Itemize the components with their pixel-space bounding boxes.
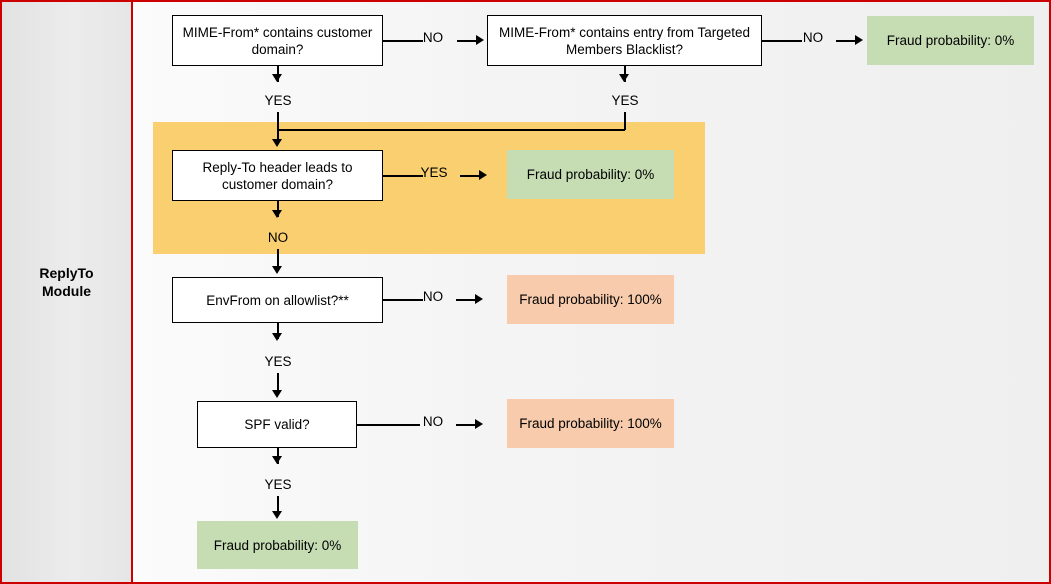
- node-blacklist-result-label: Fraud probability: 0%: [886, 33, 1015, 48]
- edge-label-yes2: YES: [611, 93, 639, 108]
- edge-label-no3: NO: [267, 230, 289, 245]
- edge-mime-to-blacklist-2: [457, 40, 477, 42]
- edge-label-yes5: YES: [264, 477, 292, 492]
- node-spf-valid-label: SPF valid?: [244, 417, 310, 432]
- module-label-line2: Module: [42, 283, 91, 299]
- diagram-area: [135, 2, 1049, 582]
- arrow-replyto-no: [272, 210, 282, 218]
- edge-label-no5: NO: [422, 414, 444, 429]
- edge-label-no4: NO: [422, 289, 444, 304]
- arrow-spf-yes-2: [272, 511, 282, 519]
- node-envfrom-allowlist-label: EnvFrom on allowlist?**: [206, 292, 349, 308]
- edge-label-yes3: YES: [420, 165, 448, 180]
- edge-spf-to-result: [357, 424, 420, 426]
- arrow-mime-yes-2: [272, 139, 282, 147]
- node-reply-to-header-label: Reply-To header leads to customer domain?: [202, 159, 353, 192]
- edge-spf-to-result-2: [456, 424, 476, 426]
- edge-label-no1: NO: [422, 30, 444, 45]
- edge-label-yes4: YES: [264, 354, 292, 369]
- edge-envfrom-to-result-2: [456, 299, 476, 301]
- node-envfrom-result-label: Fraud probability: 100%: [519, 292, 662, 307]
- edge-blacklist-to-result-2: [836, 40, 856, 42]
- arrow-envfrom-yes: [272, 333, 282, 341]
- edge-envfrom-to-result: [383, 299, 423, 301]
- node-final-result-label: Fraud probability: 0%: [213, 537, 342, 553]
- node-mime-from-blacklist[interactable]: [487, 15, 762, 66]
- edge-blacklist-to-result: [762, 40, 802, 42]
- node-spf-result-label: Fraud probability: 100%: [519, 416, 662, 431]
- edge-mime-to-blacklist: [383, 40, 423, 42]
- arrow-envfrom-to-result: [475, 294, 483, 304]
- arrow-replyto-to-result: [479, 170, 487, 180]
- arrow-blacklist-to-result: [855, 35, 863, 45]
- module-label-line1: ReplyTo: [39, 265, 94, 281]
- edge-replyto-to-result-2: [460, 175, 480, 177]
- edge-blacklist-yes-down-2: [624, 112, 626, 130]
- edge-label-yes1: YES: [264, 93, 292, 108]
- node-spf-valid[interactable]: [197, 401, 357, 448]
- arrow-envfrom-yes-2: [272, 390, 282, 398]
- module-label: [2, 264, 131, 300]
- arrow-spf-yes: [272, 456, 282, 464]
- arrow-spf-to-result: [475, 419, 483, 429]
- arrow-blacklist-yes: [619, 74, 629, 82]
- arrow-mime-to-blacklist: [476, 35, 484, 45]
- node-mime-from-blacklist-label: MIME-From* contains entry from Targeted Members Blacklist?: [498, 24, 751, 57]
- node-envfrom-allowlist[interactable]: [172, 277, 383, 323]
- node-reply-to-header[interactable]: [172, 150, 383, 201]
- edge-blacklist-yes-left: [277, 129, 625, 131]
- node-blacklist-result: [867, 16, 1034, 65]
- node-reply-to-result: [507, 150, 674, 199]
- node-mime-from-customer-label: MIME-From* contains customer domain?: [182, 24, 373, 57]
- node-mime-from-customer[interactable]: [172, 15, 383, 66]
- node-envfrom-result: [507, 275, 674, 324]
- module-column: [2, 2, 133, 582]
- node-reply-to-result-label: Fraud probability: 0%: [526, 167, 655, 182]
- arrow-replyto-no-2: [272, 266, 282, 274]
- arrow-mime-yes: [272, 74, 282, 82]
- edge-label-no2: NO: [802, 30, 824, 45]
- node-spf-result: [507, 399, 674, 448]
- node-final-result: [197, 521, 358, 569]
